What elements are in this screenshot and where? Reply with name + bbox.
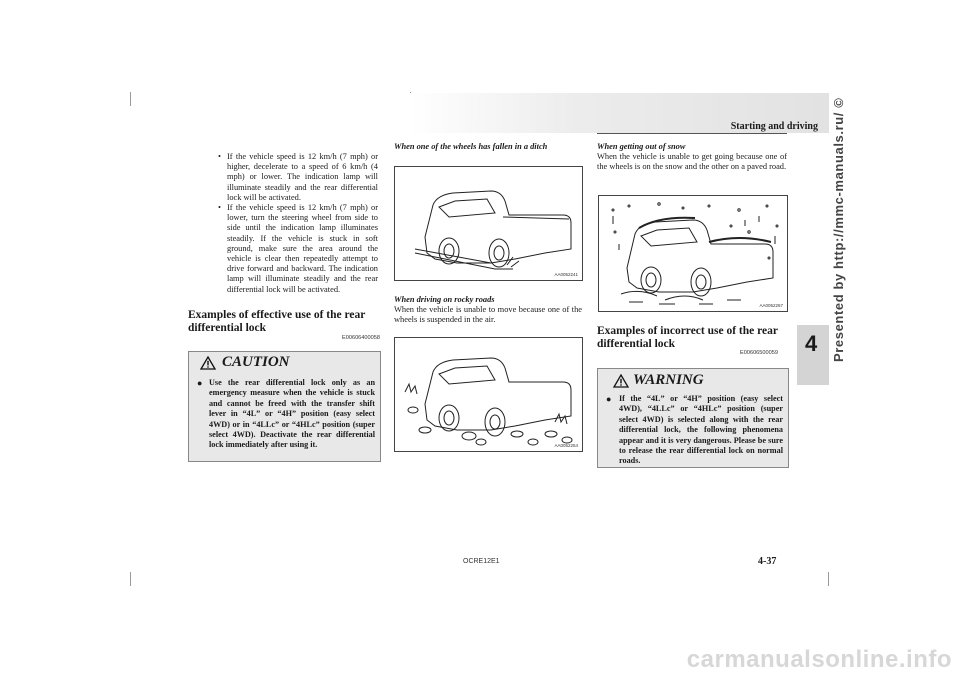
heading-line: Examples of effective use of the rear [188, 309, 366, 321]
left-bullet-list [216, 152, 378, 295]
incorrect-use-heading [597, 325, 792, 351]
rocky-roads-text: When the vehicle is unable to move because one of the wheels is suspended in the air. [394, 305, 582, 325]
caution-title: CAUTION [222, 354, 290, 370]
list-item: • If the vehicle speed is 12 km/h (7 mph) or lower, turn the steering wheel from side to side until the indication lamp illuminates steadily. If the vehicle is stuck in soft ground, make sure the area around the vehicle is clear then repeatedly attempt to drive forward and backward. The indication lamp will illuminate steadily and the rear differential lock will be activated. [218, 203, 378, 294]
crop-mark [130, 572, 131, 586]
section-code: E00606500059 [740, 350, 778, 356]
snow-caption: When getting out of snow [597, 142, 686, 151]
caution-triangle-icon [200, 356, 216, 370]
crop-mark [828, 572, 829, 586]
warning-text: If the “4L” or “4H” position (easy select 4WD), “4LLc” or “4HLc” position (super select 4WD) is selected along with the rear differential lock, the following phenomena appear and it is very dangerous. Please be sure to release the rear differential lock on normal roads. [619, 394, 783, 466]
footer-code: OCRE12E1 [463, 558, 500, 565]
bullet-text: If the vehicle speed is 12 km/h (7 mph) or lower, turn the steering wheel from side to side until the indication lamp illuminates steadily. If the vehicle is stuck in soft ground, make sure the area around the vehicle is clear then repeatedly attempt to drive forward and backward. The indication lamp will illuminate steadily and the rear differential lock will be activated. [227, 203, 378, 294]
rocky-roads-caption: When driving on rocky roads [394, 295, 495, 304]
warning-triangle-icon [613, 374, 629, 388]
side-text-content: Presented by http://mmc-manuals.ru/ © [831, 97, 846, 362]
bullet-marker: ● [197, 378, 203, 388]
chapter-number: 4 [805, 331, 818, 356]
warning-title: WARNING [633, 372, 704, 388]
bullet-text: If the vehicle speed is 12 km/h (7 mph) or higher, decelerate to a speed of 6 km/h (4 mph) or lower. The indication lamp will illuminate steadily and the rear differential lock will be activated. [227, 152, 378, 202]
list-item: • If the vehicle speed is 12 km/h (7 mph) or higher, decelerate to a speed of 6 km/h (4 mph) or lower. The indication lamp will illuminate steadily and the rear differential lock will be activated. [218, 152, 378, 202]
effective-use-heading [188, 309, 378, 335]
ditch-caption: When one of the wheels has fallen in a ditch [394, 142, 548, 151]
heading-line: Examples of incorrect use of the rear [597, 325, 778, 337]
heading-line: differential lock [597, 338, 676, 350]
watermark: carmanualsonline.info [686, 646, 952, 673]
snow-text: When the vehicle is unable to get going because one of the wheels is on the snow and the other on a paved road. [597, 152, 787, 172]
vehicle-in-ditch-illustration [395, 167, 582, 280]
caution-text: Use the rear differential lock only as an emergency measure when the vehicle is stuck and cannot be freed with the transfer shift lever in “4L” or “4H” position (easy select 4WD) or in “4LLc” or “4HLc” position (super select 4WD). Deactivate the rear differential lock immediately after using it. [209, 378, 375, 450]
rocky-figure [394, 337, 583, 452]
heading-line: differential lock [188, 322, 267, 334]
ditch-figure [394, 166, 583, 281]
section-title: Starting and driving [730, 121, 818, 132]
bullet-marker: ● [606, 394, 612, 404]
figure-code: AA0052241 [554, 272, 578, 277]
header-rule [597, 133, 787, 134]
snow-figure [598, 195, 788, 312]
crop-mark [130, 92, 131, 106]
figure-code: AA0052267 [759, 303, 783, 308]
vehicle-in-snow-illustration [599, 196, 787, 311]
side-presented-by-text [831, 98, 846, 362]
vehicle-on-rocks-illustration [395, 338, 582, 451]
figure-code: AA0052254 [554, 443, 578, 448]
section-code: E00606400058 [342, 335, 380, 341]
page-number: 4-37 [758, 556, 777, 567]
